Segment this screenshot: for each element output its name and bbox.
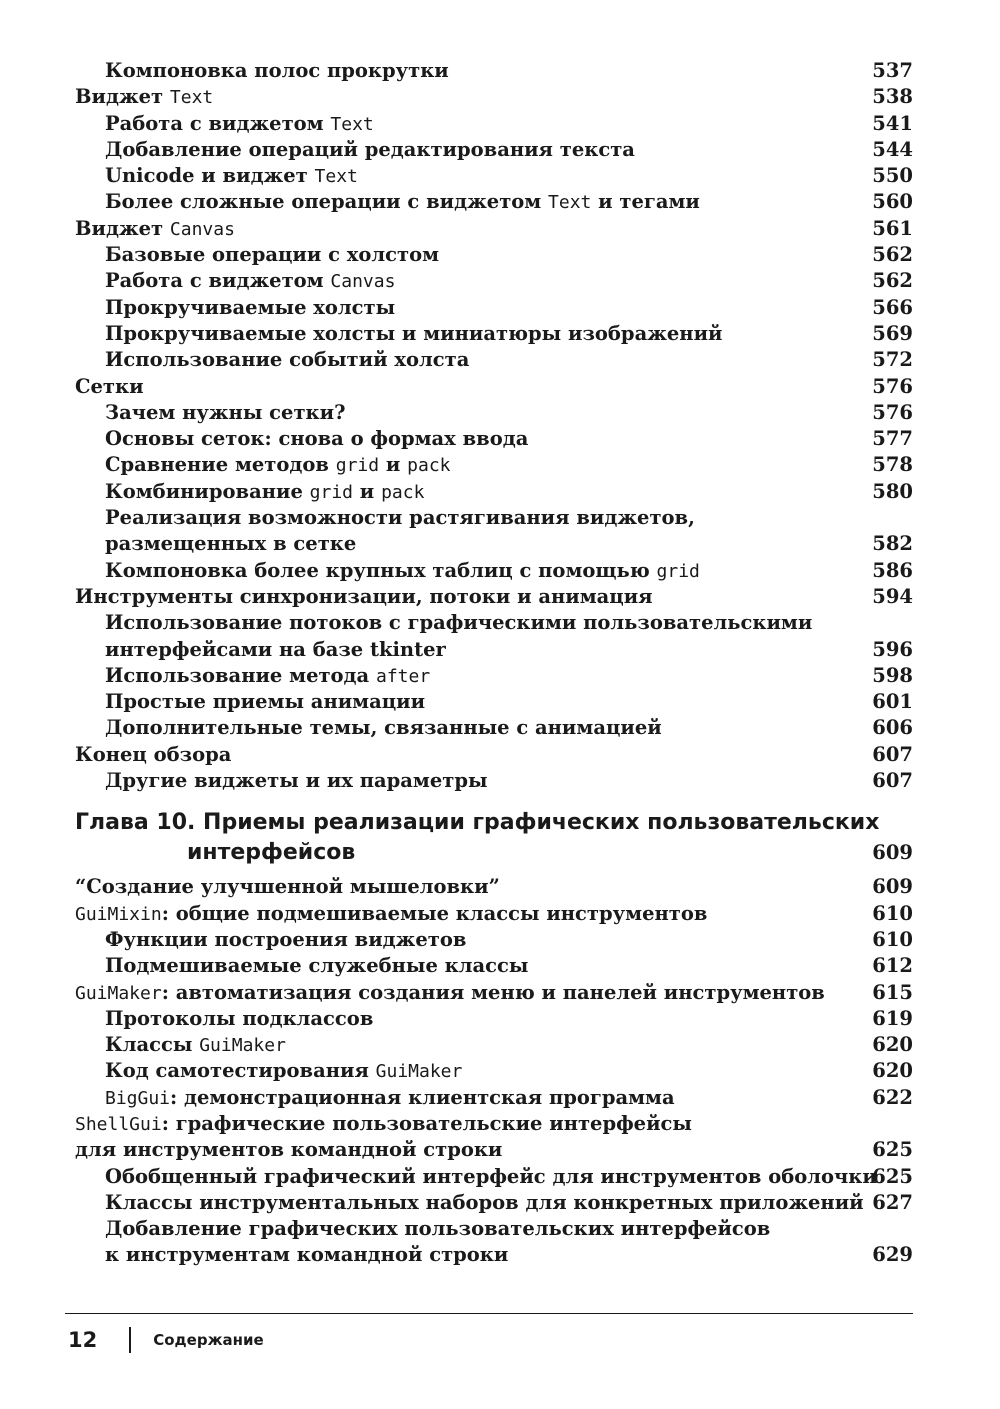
footer-divider [65,1313,913,1314]
toc-entry-page-number: 622 [872,1085,913,1109]
toc-entry [75,505,913,531]
toc-entry [75,58,913,84]
toc-entry-title [105,1217,770,1240]
toc-entry-title [75,875,500,898]
code-identifier: GuiMaker [375,1061,463,1083]
title-text: Другие виджеты и их параметры [105,769,488,793]
toc-entry [75,268,913,294]
toc-entry [75,479,913,505]
toc-entry-title [105,59,449,82]
toc-entry-page-number: 569 [872,321,913,345]
title-text: Добавление операций редактирования текста [105,137,635,161]
toc-entry-title [105,1191,864,1214]
title-text: Протоколы подклассов [105,1006,374,1030]
toc-entry-title [105,506,695,529]
title-text: Использование метода [105,663,376,687]
toc-entry-title [105,638,446,661]
code-identifier: after [375,665,431,687]
title-text: Добавление графических пользовательских интерфейсов [105,1217,771,1241]
toc-entry [75,374,913,400]
footer-section-label: Содержание [153,1331,264,1349]
toc-entry [75,689,913,715]
toc-entry-title [105,1243,508,1266]
toc-entry-title [105,348,469,371]
toc-entry [75,715,913,741]
toc-entry-title [105,138,635,161]
toc-entry-page-number: 615 [872,980,913,1004]
toc-entry-page-number: 607 [872,769,913,793]
title-text: Код самотестирования [105,1059,376,1083]
toc-entry-title [75,902,707,925]
title-text: Базовые операции с холстом [105,243,440,267]
toc-entry [75,610,913,636]
toc-entry [75,400,913,426]
toc-entry [75,347,913,373]
title-text: Классы [105,1033,200,1057]
toc-entry [75,768,913,794]
code-identifier: Text [330,113,374,135]
toc-entry [75,452,913,478]
title-text: Прокручиваемые холсты и миниатюры изображений [105,321,723,345]
toc-entry-page-number: 561 [872,216,913,240]
title-text: Инструменты синхронизации, потоки и анимация [75,584,653,608]
toc-entry-title [75,375,144,398]
toc-entry [75,584,913,610]
title-text: интерфейсами на базе tkinter [105,637,446,661]
title-text: Использование событий холста [105,348,470,372]
toc-entry-title [105,243,439,266]
title-text: Обобщенный графический интерфейс для инструментов оболочки [105,1164,877,1188]
toc-entry-page-number: 577 [872,427,913,451]
toc-entry [75,1006,913,1032]
toc-entry [75,1137,913,1163]
code-identifier: GuiMixin [75,903,162,925]
toc-entry-page-number: 601 [872,690,913,714]
title-text: Основы сеток: снова о формах ввода [105,427,529,451]
toc-entry-title [105,769,488,792]
title-text: Работа с виджетом [105,269,331,293]
title-text: Прокручиваемые холсты [105,295,396,319]
toc-entry [75,953,913,979]
page-footer [68,1324,264,1356]
footer-separator [129,1327,131,1353]
toc-entry-page-number: 607 [872,742,913,766]
title-text: Компоновка более крупных таблиц с помощью [105,558,657,582]
toc-entry-page-number: 582 [872,532,913,556]
toc-section-before [75,58,913,794]
title-text: “Создание улучшенной мышеловки” [75,875,500,899]
title-text: Unicode и виджет [105,164,315,188]
toc-entry-page-number: 544 [872,137,913,161]
toc-entry-title [105,1007,373,1030]
toc-entry-title [105,269,395,292]
toc-entry-title [105,1086,675,1109]
title-text: Комбинирование [105,479,310,503]
title-text: Сетки [75,374,144,398]
code-identifier: ShellGui [75,1113,162,1135]
toc-entry-title [105,427,528,450]
toc-section-after [75,874,913,1268]
table-of-contents [75,58,913,1269]
toc-entry-page-number: 537 [872,59,913,82]
code-identifier: Text [314,166,358,188]
toc-entry-title [105,559,700,582]
toc-entry [75,980,913,1006]
title-text: Простые приемы анимации [105,690,426,714]
toc-entry-page-number: 620 [872,1033,913,1057]
toc-entry-title [105,480,424,503]
toc-entry [75,1164,913,1190]
footer-page-number: 12 [68,1328,98,1352]
title-text: Подмешиваемые служебные классы [105,954,529,978]
title-text: Классы инструментальных наборов для конкретных приложений [105,1190,864,1214]
toc-entry-page-number: 629 [872,1243,913,1267]
toc-entry [75,84,913,110]
toc-entry [75,111,913,137]
code-identifier: GuiMaker [75,982,162,1004]
toc-entry-title [75,1138,502,1161]
toc-entry-page-number: 610 [872,927,913,951]
toc-entry-page-number: 562 [872,243,913,267]
title-text: Компоновка полос прокрутки [105,59,449,82]
toc-entry [75,426,913,452]
code-identifier: grid [335,455,380,477]
chapter-page-number: 609 [872,841,913,865]
title-text: : демонстрационная клиентская программа [170,1085,675,1109]
toc-entry [75,216,913,242]
title-text: Использование потоков с графическими пользовательскими [105,611,813,635]
toc-entry-title [105,296,395,319]
toc-entry [75,663,913,689]
toc-entry-title [105,1059,462,1082]
title-text: и [379,453,408,477]
code-identifier: grid [656,560,700,582]
toc-entry-title [105,690,425,713]
code-identifier: Canvas [330,271,396,293]
toc-entry-title [105,112,374,135]
code-identifier: BigGui [105,1087,171,1109]
code-identifier: Text [169,87,214,109]
toc-entry-title [105,1033,286,1056]
toc-entry-page-number: 609 [872,875,913,899]
title-text: Реализация возможности растягивания виджетов, [105,506,695,530]
toc-entry-title [75,217,235,240]
title-text: Более сложные операции с виджетом [105,190,549,214]
toc-entry-title [75,1112,692,1135]
title-text: Дополнительные темы, связанные с анимацией [105,716,662,740]
toc-entry-title [105,664,430,687]
toc-entry-title [75,743,231,766]
title-text: размещенных в сетке [105,532,357,556]
toc-entry-page-number: 578 [872,453,913,477]
title-text: : общие подмешиваемые классы инструментов [161,901,708,925]
title-text: и [353,479,382,503]
toc-entry [75,874,913,900]
toc-entry [75,189,913,215]
toc-entry-page-number: 627 [872,1190,913,1214]
toc-entry-title [105,928,466,951]
toc-entry-page-number: 576 [872,374,913,398]
toc-entry-page-number: 538 [872,85,913,109]
toc-entry [75,742,913,768]
toc-entry-title [105,954,528,977]
toc-entry [75,1216,913,1242]
toc-entry-page-number: 596 [872,637,913,661]
toc-entry [75,295,913,321]
toc-entry-page-number: 576 [872,400,913,424]
code-identifier: Text [548,192,592,214]
toc-entry [75,321,913,347]
toc-entry-page-number: 610 [872,901,913,925]
toc-entry-page-number: 550 [872,164,913,188]
toc-entry-page-number: 586 [872,558,913,582]
toc-entry [75,558,913,584]
toc-entry-page-number: 560 [872,190,913,214]
toc-entry [75,637,913,663]
toc-entry [75,1032,913,1058]
chapter-title-line-1: Глава 10. Приемы реализации графических пользовательских [75,810,880,836]
title-text: к инструментам командной строки [105,1243,509,1267]
code-identifier: pack [381,481,425,503]
chapter-title-line-2: интерфейсов [187,840,356,866]
toc-entry-title [105,1165,877,1188]
toc-entry-page-number: 625 [872,1164,913,1188]
toc-entry-title [105,716,662,739]
toc-entry-page-number: 566 [872,295,913,319]
toc-entry-page-number: 625 [872,1138,913,1162]
toc-entry-title [75,585,653,608]
toc-entry-title [105,453,451,476]
toc-entry [75,163,913,189]
title-text: : графические пользовательские интерфейсы [161,1111,692,1135]
code-identifier: pack [407,455,451,477]
toc-entry [75,1085,913,1111]
code-identifier: GuiMaker [199,1035,286,1057]
title-text: Виджет [75,216,170,240]
toc-entry [75,137,913,163]
title-text: Зачем нужны сетки? [105,400,346,424]
toc-entry-page-number: 612 [872,954,913,978]
title-text: Виджет [75,85,170,109]
toc-entry-title [105,190,700,213]
title-text: Конец обзора [75,742,232,766]
toc-entry-page-number: 594 [872,584,913,608]
toc-entry [75,901,913,927]
toc-entry-page-number: 619 [872,1006,913,1030]
title-text: для инструментов командной строки [75,1138,503,1162]
toc-entry [75,1242,913,1268]
code-identifier: Canvas [169,218,235,240]
toc-entry-title [75,981,825,1004]
toc-entry-title [105,164,358,187]
title-text: и тегами [591,190,700,214]
toc-entry [75,1111,913,1137]
chapter-heading [75,808,913,868]
toc-entry-title [105,611,812,634]
title-text: Функции построения виджетов [105,927,467,951]
toc-entry-page-number: 606 [872,716,913,740]
title-text: Сравнение методов [105,453,336,477]
toc-entry [75,1058,913,1084]
toc-entry-page-number: 580 [872,479,913,503]
toc-entry-title [105,322,723,345]
toc-entry-page-number: 541 [872,111,913,135]
toc-entry-title [105,532,356,555]
code-identifier: grid [309,481,354,503]
toc-entry-title [75,85,213,108]
title-text: Работа с виджетом [105,111,331,135]
title-text: : автоматизация создания меню и панелей инструментов [161,980,825,1004]
toc-entry-page-number: 620 [872,1059,913,1083]
toc-entry [75,531,913,557]
toc-entry-page-number: 598 [872,663,913,687]
toc-entry-title [105,401,346,424]
toc-entry [75,927,913,953]
toc-entry-page-number: 572 [872,348,913,372]
toc-entry [75,1190,913,1216]
toc-entry-page-number: 562 [872,269,913,293]
toc-entry [75,242,913,268]
